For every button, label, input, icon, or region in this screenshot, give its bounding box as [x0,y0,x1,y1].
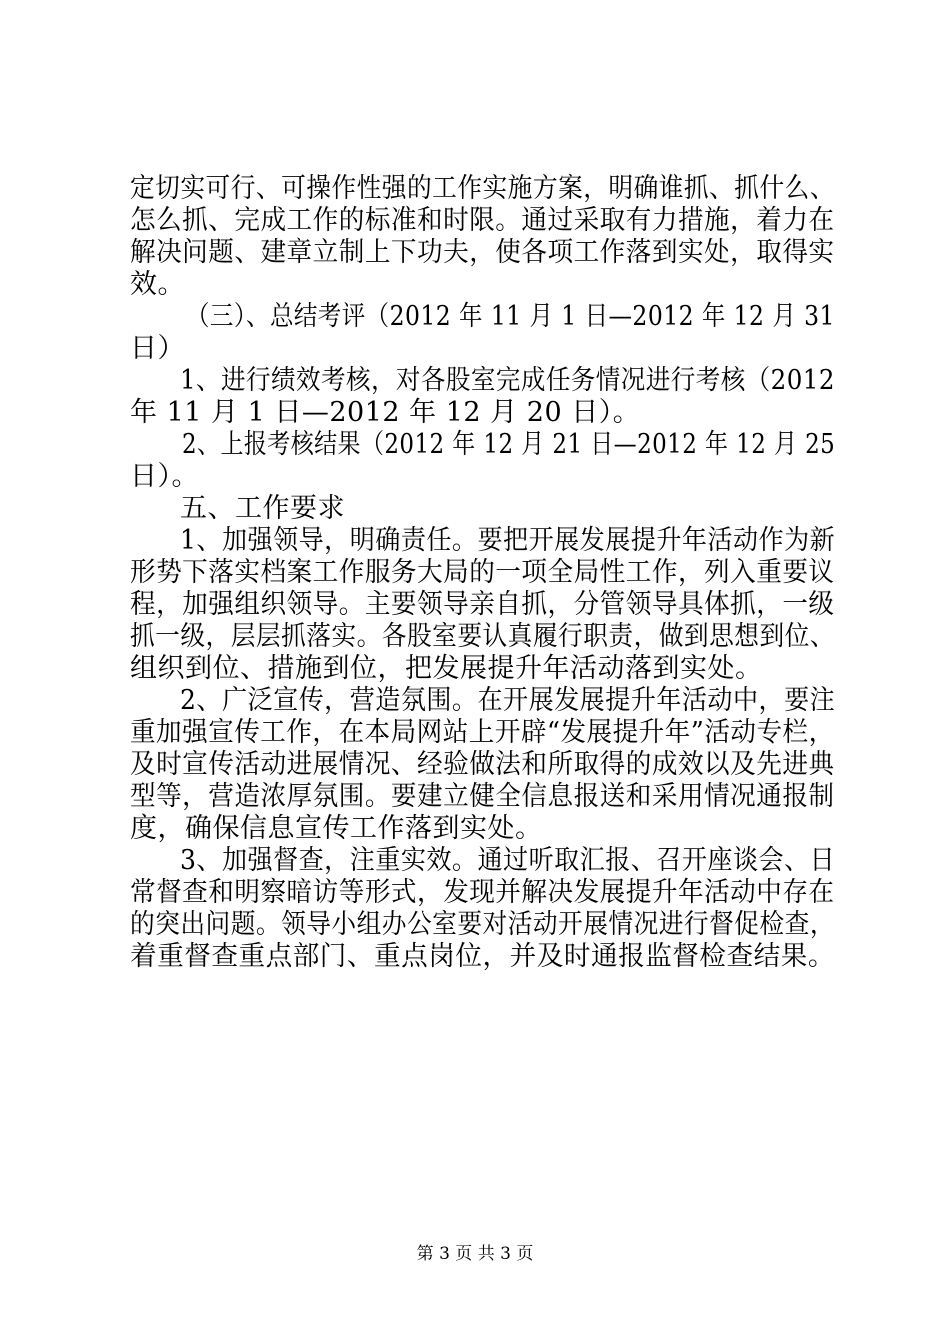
text-line: 解决问题、建章立制上下功夫，使各项工作落到实处，取得实 [130,237,835,268]
section-heading: （三）、总结考评（2012 年 11 月 1 日—2012 年 12 月 31 [186,301,835,332]
text-line: 程，加强组织领导。主要领导亲自抓，分管领导具体抓，一级 [130,589,835,620]
text-line: 效。 [130,269,185,300]
text-line: 度，确保信息宣传工作落到实处。 [130,813,543,844]
text-line: 怎么抓、完成工作的标准和时限。通过采取有力措施，着力在 [130,205,835,236]
page-number-footer: 第 3 页 共 3 页 [416,1244,534,1264]
section-heading: 五、工作要求 [180,493,345,524]
text-line: 型等，营造浓厚氛围。要建立健全信息报送和采用情况通报制 [130,781,835,812]
text-line: 定切实可行、可操作性强的工作实施方案，明确谁抓、抓什么、 [130,173,835,204]
text-line: 1、进行绩效考核，对各股室完成任务情况进行考核（2012 [180,365,835,396]
text-line: 的突出问题。领导小组办公室要对活动开展情况进行督促检查， [130,909,835,940]
text-line: 着重督查重点部门、重点岗位，并及时通报监督检查结果。 [130,941,835,972]
text-line: 及时宣传活动进展情况、经验做法和所取得的成效以及先进典 [130,749,835,780]
text-line: 2、上报考核结果（2012 年 12 月 21 日—2012 年 12 月 25 [182,429,836,460]
text-line: 1、加强领导，明确责任。要把开展发展提升年活动作为新 [180,525,836,556]
text-line: 日）。 [130,461,199,492]
text-line: 3、加强督查，注重实效。通过听取汇报、召开座谈会、日 [180,845,836,876]
text-line: 日） [130,333,185,364]
text-line: 常督查和明察暗访等形式，发现并解决发展提升年活动中存在 [130,877,835,908]
text-line: 年 11 月 1 日—2012 年 12 月 20 日）。 [130,397,641,428]
text-line: 重加强宣传工作，在本局网站上开辟“发展提升年”活动专栏， [130,717,835,748]
text-line: 组织到位、措施到位，把发展提升年活动落到实处。 [130,653,763,684]
text-line: 2、广泛宣传，营造氛围。在开展发展提升年活动中，要注 [180,685,836,716]
text-line: 形势下落实档案工作服务大局的一项全局性工作，列入重要议 [130,557,835,588]
text-line: 抓一级，层层抓落实。各股室要认真履行职责，做到思想到位、 [130,621,835,652]
